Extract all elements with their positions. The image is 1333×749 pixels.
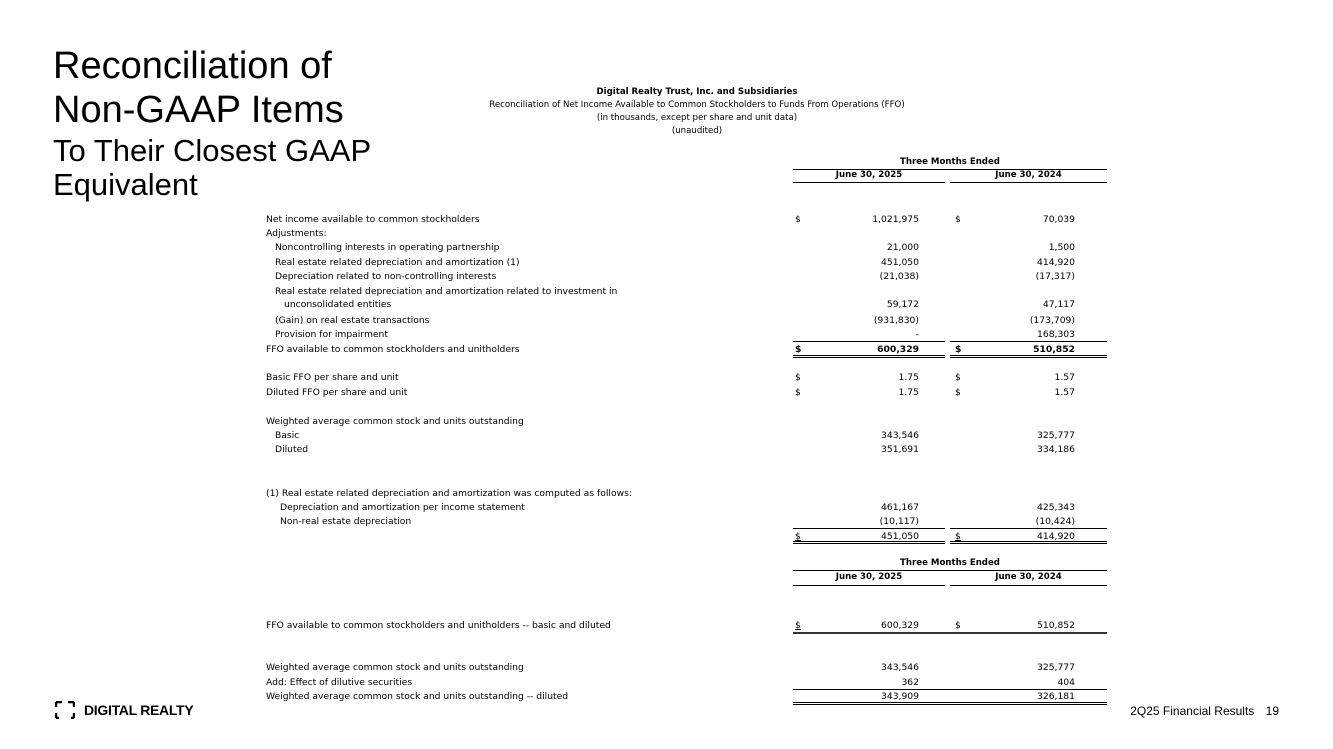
row-label: unconsolidated entities [284,299,392,310]
report-audit-note: (unaudited) [671,126,723,136]
col2-header-rule [950,182,1107,183]
period-header: Three Months Ended [900,558,1000,568]
value-2025: (931,830) [873,315,919,326]
row-label: Basic [275,430,300,441]
value-2024: 1,500 [1048,242,1075,253]
row-label: Net income available to common stockholders [266,214,480,225]
row-label: Real estate related depreciation and amortization (1) [275,257,520,268]
col1-header: June 30, 2025 [835,572,903,582]
value-2025: 351,691 [881,444,919,455]
table-row [0,328,1333,341]
table-row [0,386,1333,399]
value-2024: 325,777 [1037,662,1075,673]
value-2025: 600,329 [881,620,919,631]
header-rule [793,570,1107,571]
currency-symbol: $ [955,620,961,631]
row-label: Non-real estate depreciation [280,516,412,527]
col2-header: June 30, 2024 [995,170,1062,180]
col1-header: June 30, 2025 [835,170,903,180]
total-double-rule [950,355,1107,358]
footnote-label: (1) Real estate related depreciation and amortization was computed as follows: [266,488,632,499]
value-2024: (17,317) [1035,271,1075,282]
table-row [0,314,1333,327]
currency-symbol: $ [795,214,801,225]
subtotal-rule [793,341,945,342]
brand-name: DIGITAL REALTY [84,702,194,718]
table-row [0,227,1333,240]
table-row [0,371,1333,384]
value-2025: 451,050 [881,531,919,542]
row-label: Diluted [275,444,309,455]
currency-symbol: $ [955,372,961,383]
table-row [0,501,1333,514]
row-label: FFO available to common stockholders and unitholders [266,344,520,355]
table-row [0,256,1333,269]
subtotal-rule [950,528,1107,529]
brackets-logo-icon [55,701,75,719]
table-row [0,270,1333,283]
value-2024: 334,186 [1037,444,1075,455]
subtotal-rule [950,341,1107,342]
subtotal-rule [793,528,945,529]
col2-header-rule [950,585,1107,586]
currency-symbol: $ [955,344,962,355]
report-subtitle: Reconciliation of Net Income Available to Common Stockholders to Funds From Operations (FFO) [489,100,905,110]
value-2024: 1.57 [1054,387,1075,398]
row-label: Provision for impairment [275,329,388,340]
table-row [0,676,1333,689]
table-row [0,515,1333,528]
currency-symbol: $ [955,214,961,225]
currency-symbol: $ [955,387,961,398]
row-label: Adjustments: [266,228,327,239]
currency-symbol: $ [955,531,961,542]
table-row [0,619,1333,632]
table-row [0,415,1333,428]
title-line-2: Non-GAAP Items [53,89,344,131]
document-title: 2Q25 Financial Results [1130,704,1255,718]
total-double-rule [793,702,1107,705]
col1-header-rule [793,585,945,586]
value-2025: 1,021,975 [872,214,919,225]
table-row [0,443,1333,456]
value-2025: 451,050 [881,257,919,268]
value-2024: 404 [1057,677,1075,688]
table-row [0,690,1333,703]
currency-symbol: $ [795,531,801,542]
row-label: Depreciation and amortization per income statement [280,502,525,513]
total-double-rule [950,541,1107,544]
table-row [0,530,1333,543]
value-2025: - [915,329,919,340]
total-double-rule [793,541,945,544]
title-line-4: Equivalent [53,167,198,202]
value-2025: 343,546 [881,662,919,673]
value-2024: 47,117 [1042,299,1075,310]
value-2024: 414,920 [1037,257,1075,268]
total-rule [793,632,1107,634]
period-header: Three Months Ended [900,157,1000,167]
value-2024: 326,181 [1037,691,1075,702]
value-2024: 510,852 [1033,344,1075,355]
value-2025: 21,000 [886,242,919,253]
value-2024: (173,709) [1029,315,1075,326]
row-label: Real estate related depreciation and amortization related to investment in [275,286,618,297]
value-2025: (21,038) [879,271,919,282]
value-2024: (10,424) [1035,516,1075,527]
row-label: Noncontrolling interests in operating partnership [275,242,500,253]
value-2024: 414,920 [1037,531,1075,542]
value-2025: 1.75 [898,372,919,383]
value-2024: 70,039 [1042,214,1075,225]
value-2025: 1.75 [898,387,919,398]
title-line-1: Reconciliation of [53,45,332,87]
value-2024: 425,343 [1037,502,1075,513]
value-2025: 362 [901,677,919,688]
page-number: 19 [1265,704,1279,718]
title-line-3: To Their Closest GAAP [53,133,372,168]
value-2025: 461,167 [881,502,919,513]
row-label: FFO available to common stockholders and unitholders -- basic and diluted [266,620,611,631]
value-2025: 343,546 [881,430,919,441]
table-row [0,343,1333,356]
row-label: Diluted FFO per share and unit [266,387,408,398]
row-label: Add: Effect of dilutive securities [266,677,413,688]
company-name: Digital Realty Trust, Inc. and Subsidiaries [596,87,798,97]
currency-symbol: $ [795,372,801,383]
total-double-rule [793,355,945,358]
currency-symbol: $ [795,387,801,398]
row-label: Basic FFO per share and unit [266,372,399,383]
currency-symbol: $ [795,620,801,631]
table-row [0,661,1333,674]
table-row [0,298,1333,311]
row-label: (Gain) on real estate transactions [275,315,430,326]
value-2025: 600,329 [877,344,919,355]
brand-logo [55,701,193,719]
value-2024: 510,852 [1037,620,1075,631]
page-footer [1130,704,1279,718]
table-row [0,285,1333,298]
table-row [0,241,1333,254]
col2-header: June 30, 2024 [995,572,1062,582]
col1-header-rule [793,182,945,183]
value-2024: 325,777 [1037,430,1075,441]
row-label: Weighted average common stock and units outstanding [266,416,524,427]
value-2025: 59,172 [886,299,919,310]
table-row [0,487,1333,500]
table-row [0,429,1333,442]
table-row [0,213,1333,226]
value-2025: 343,909 [881,691,919,702]
value-2025: (10,117) [879,516,919,527]
value-2024: 168,303 [1037,329,1075,340]
row-label: Depreciation related to non-controlling interests [275,271,497,282]
report-units: (in thousands, except per share and unit data) [596,113,798,123]
row-label: Weighted average common stock and units outstanding [266,662,524,673]
row-label: Weighted average common stock and units outstanding -- diluted [266,691,569,702]
value-2024: 1.57 [1054,372,1075,383]
currency-symbol: $ [795,344,802,355]
